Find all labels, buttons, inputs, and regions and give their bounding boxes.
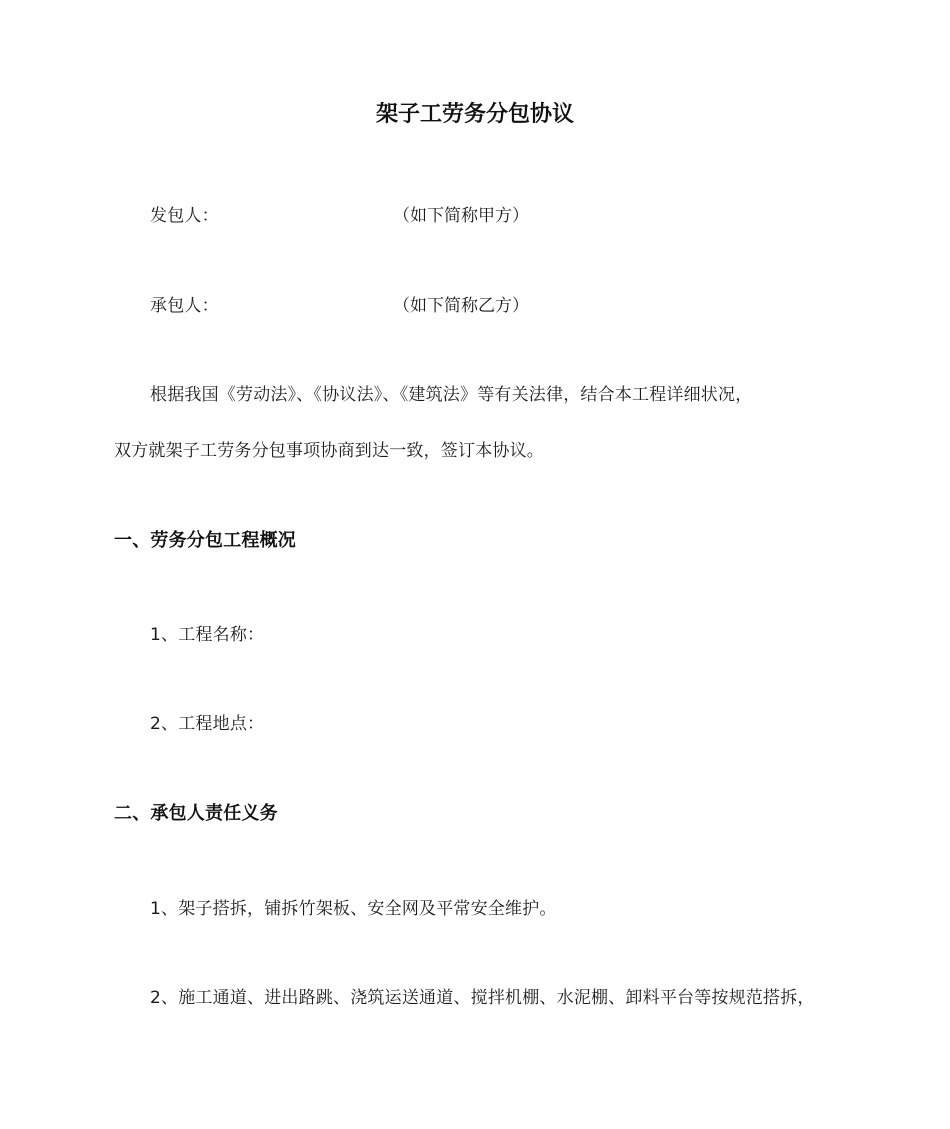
section-1-item-1: 1、工程名称：	[150, 625, 265, 645]
section-heading-2: 二、承包人责任义务	[114, 803, 278, 824]
section-1-item-2: 2、工程地点：	[150, 714, 265, 734]
party-b-label: 承包人：	[150, 296, 219, 316]
section-2-item-2: 2、施工通道、进出路跳、浇筑运送通道、搅拌机棚、水泥棚、卸料平台等按规范搭拆，	[150, 988, 815, 1008]
intro-line-2: 双方就架子工劳务分包事项协商到达一致，签订本协议。	[114, 441, 544, 461]
intro-line-1: 根据我国《劳动法》、《协议法》、《建筑法》等有关法律，结合本工程详细状况，	[150, 385, 753, 405]
party-a-label: 发包人：	[150, 206, 219, 226]
section-heading-1: 一、劳务分包工程概况	[114, 530, 296, 551]
section-2-item-1: 1、架子搭拆，铺拆竹架板、安全网及平常安全维护。	[150, 899, 557, 919]
party-a-note: （如下简称甲方）	[393, 206, 529, 226]
party-b-note: （如下简称乙方）	[393, 296, 529, 316]
document-title: 架子工劳务分包协议	[375, 102, 574, 127]
